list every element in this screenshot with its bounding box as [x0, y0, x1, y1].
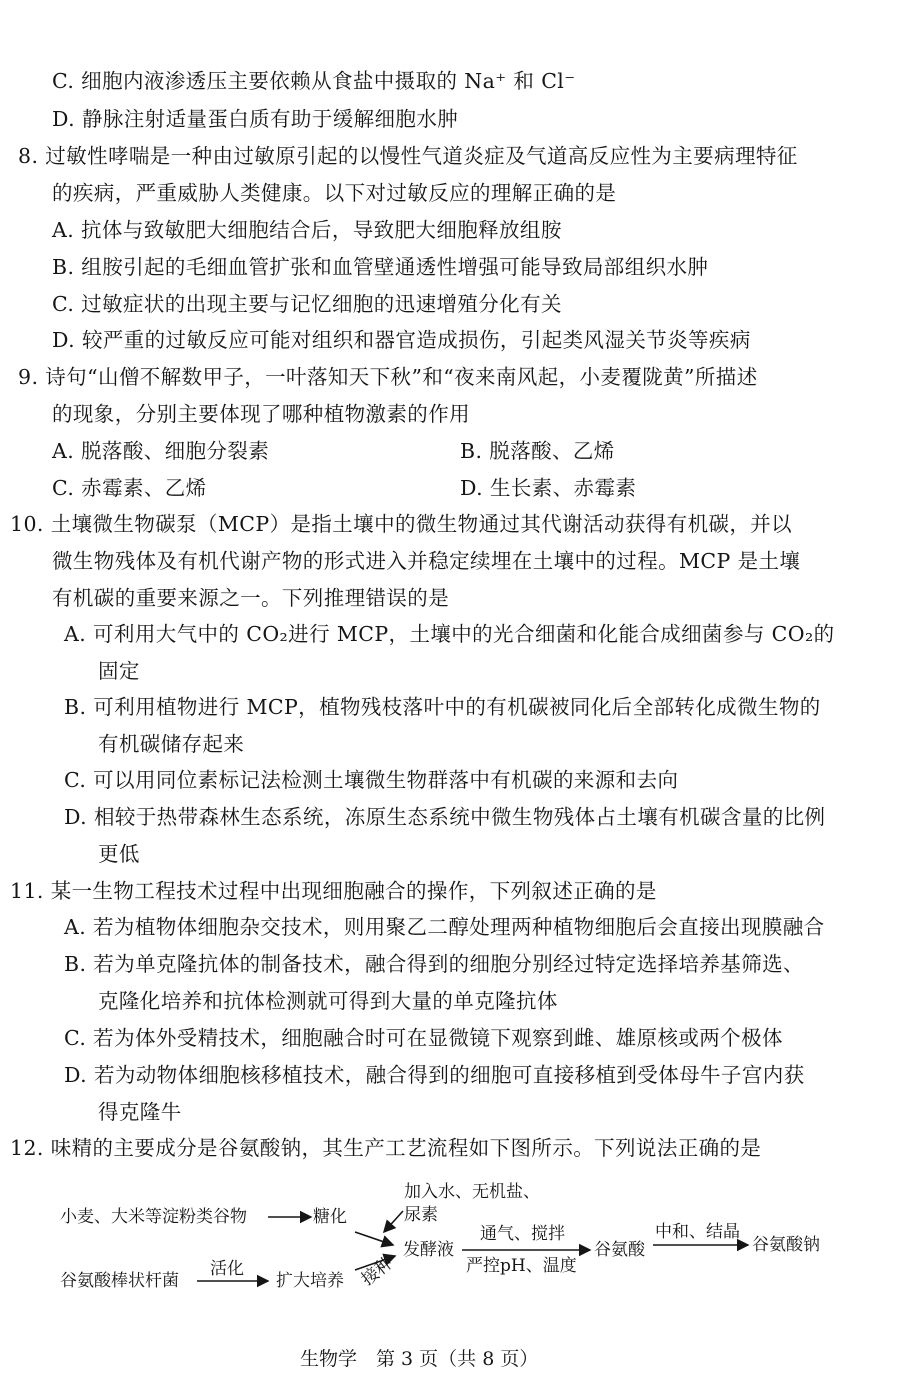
- page-footer: 生物学 第 3 页（共 8 页）: [300, 1348, 539, 1370]
- node-bacteria: 谷氨酸棒状杆菌: [60, 1271, 179, 1291]
- q7-option-c: C. 细胞内液渗透压主要依赖从食盐中摄取的 Na⁺ 和 Cl⁻: [52, 69, 576, 93]
- q8-option-b: B. 组胺引起的毛细血管扩张和血管壁通透性增强可能导致局部组织水肿: [52, 255, 709, 279]
- q8-option-d: D. 较严重的过敏反应可能对组织和器官造成损伤，引起类风湿关节炎等疾病: [52, 328, 751, 352]
- q11-option-d-line2: 得克隆牛: [98, 1100, 182, 1124]
- q10-option-d-line2: 更低: [98, 842, 140, 866]
- node-saccharify: 糖化: [313, 1207, 347, 1227]
- q10-option-a-line2: 固定: [98, 659, 140, 683]
- label-additives-line1: 加入水、无机盐、: [404, 1182, 540, 1202]
- label-aerate-stir: 通气、搅拌: [480, 1224, 565, 1244]
- q8-option-a: A. 抗体与致敏肥大细胞结合后，导致肥大细胞释放组胺: [52, 218, 562, 242]
- q8-stem-line1: 8. 过敏性哮喘是一种由过敏原引起的以慢性气道炎症及气道高反应性为主要病理特征: [18, 144, 798, 168]
- node-broth: 发酵液: [403, 1240, 454, 1260]
- q7-option-d: D. 静脉注射适量蛋白质有助于缓解细胞水肿: [52, 107, 459, 131]
- label-control-ph-temp: 严控pH、温度: [466, 1256, 577, 1276]
- q10-stem-line2: 微生物残体及有机代谢产物的形式进入并稳定续埋在土壤中的过程。MCP 是土壤: [52, 549, 801, 573]
- q11-option-a: A. 若为植物体细胞杂交技术，则用聚乙二醇处理两种植物细胞后会直接出现膜融合: [64, 915, 825, 939]
- q8-option-c: C. 过敏症状的出现主要与记忆细胞的迅速增殖分化有关: [52, 292, 562, 316]
- node-msg: 谷氨酸钠: [752, 1235, 820, 1255]
- q11-option-d-line1: D. 若为动物体细胞核移植技术，融合得到的细胞可直接移植到受体母牛子宫内获: [64, 1063, 805, 1087]
- q8-stem-line2: 的疾病，严重威胁人类健康。以下对过敏反应的理解正确的是: [52, 181, 617, 205]
- q12-stem: 12. 味精的主要成分是谷氨酸钠，其生产工艺流程如下图所示。下列说法正确的是: [10, 1136, 762, 1160]
- q10-option-b-line2: 有机碳储存起来: [98, 732, 245, 756]
- label-neutralize-crystallize: 中和、结晶: [655, 1222, 740, 1242]
- label-additives-line2: 尿素: [404, 1205, 438, 1225]
- q10-option-b-line1: B. 可利用植物进行 MCP，植物残枝落叶中的有机碳被同化后全部转化成微生物的: [64, 695, 821, 719]
- q11-option-b-line1: B. 若为单克隆抗体的制备技术，融合得到的细胞分别经过特定选择培养基筛选、: [64, 952, 804, 976]
- q9-stem-line2: 的现象，分别主要体现了哪种植物激素的作用: [52, 402, 470, 426]
- q9-option-a: A. 脱落酸、细胞分裂素: [52, 439, 270, 463]
- q10-option-a-line1: A. 可利用大气中的 CO₂进行 MCP，土壤中的光合细菌和化能合成细菌参与 CO₂的: [64, 622, 835, 646]
- arrow-additives-to-broth: [384, 1211, 403, 1232]
- q10-stem-line1: 10. 土壤微生物碳泵（MCP）是指土壤中的微生物通过其代谢活动获得有机碳，并以: [10, 512, 793, 536]
- q9-option-b: B. 脱落酸、乙烯: [460, 439, 615, 463]
- node-grain: 小麦、大米等淀粉类谷物: [60, 1207, 247, 1227]
- q10-option-d-line1: D. 相较于热带森林生态系统，冻原生态系统中微生物残体占土壤有机碳含量的比例: [64, 805, 826, 829]
- q9-option-c: C. 赤霉素、乙烯: [52, 476, 207, 500]
- q10-stem-line3: 有机碳的重要来源之一。下列推理错误的是: [52, 586, 450, 610]
- arrow-saccharify-to-broth: [355, 1232, 393, 1245]
- node-glutamic-acid: 谷氨酸: [594, 1240, 645, 1260]
- label-inoculate: 接种: [357, 1253, 397, 1290]
- q10-option-c: C. 可以用同位素标记法检测土壤微生物群落中有机碳的来源和去向: [64, 768, 679, 792]
- label-activate: 活化: [210, 1259, 244, 1279]
- node-expand-culture: 扩大培养: [276, 1271, 344, 1291]
- q9-option-d: D. 生长素、赤霉素: [460, 476, 637, 500]
- q11-option-b-line2: 克隆化培养和抗体检测就可得到大量的单克隆抗体: [98, 989, 558, 1013]
- q11-option-c: C. 若为体外受精技术，细胞融合时可在显微镜下观察到雌、雄原核或两个极体: [64, 1026, 783, 1050]
- q9-stem-line1: 9. 诗句“山僧不解数甲子，一叶落知天下秋”和“夜来南风起，小麦覆陇黄”所描述: [18, 365, 758, 389]
- q11-stem: 11. 某一生物工程技术过程中出现细胞融合的操作，下列叙述正确的是: [10, 879, 657, 903]
